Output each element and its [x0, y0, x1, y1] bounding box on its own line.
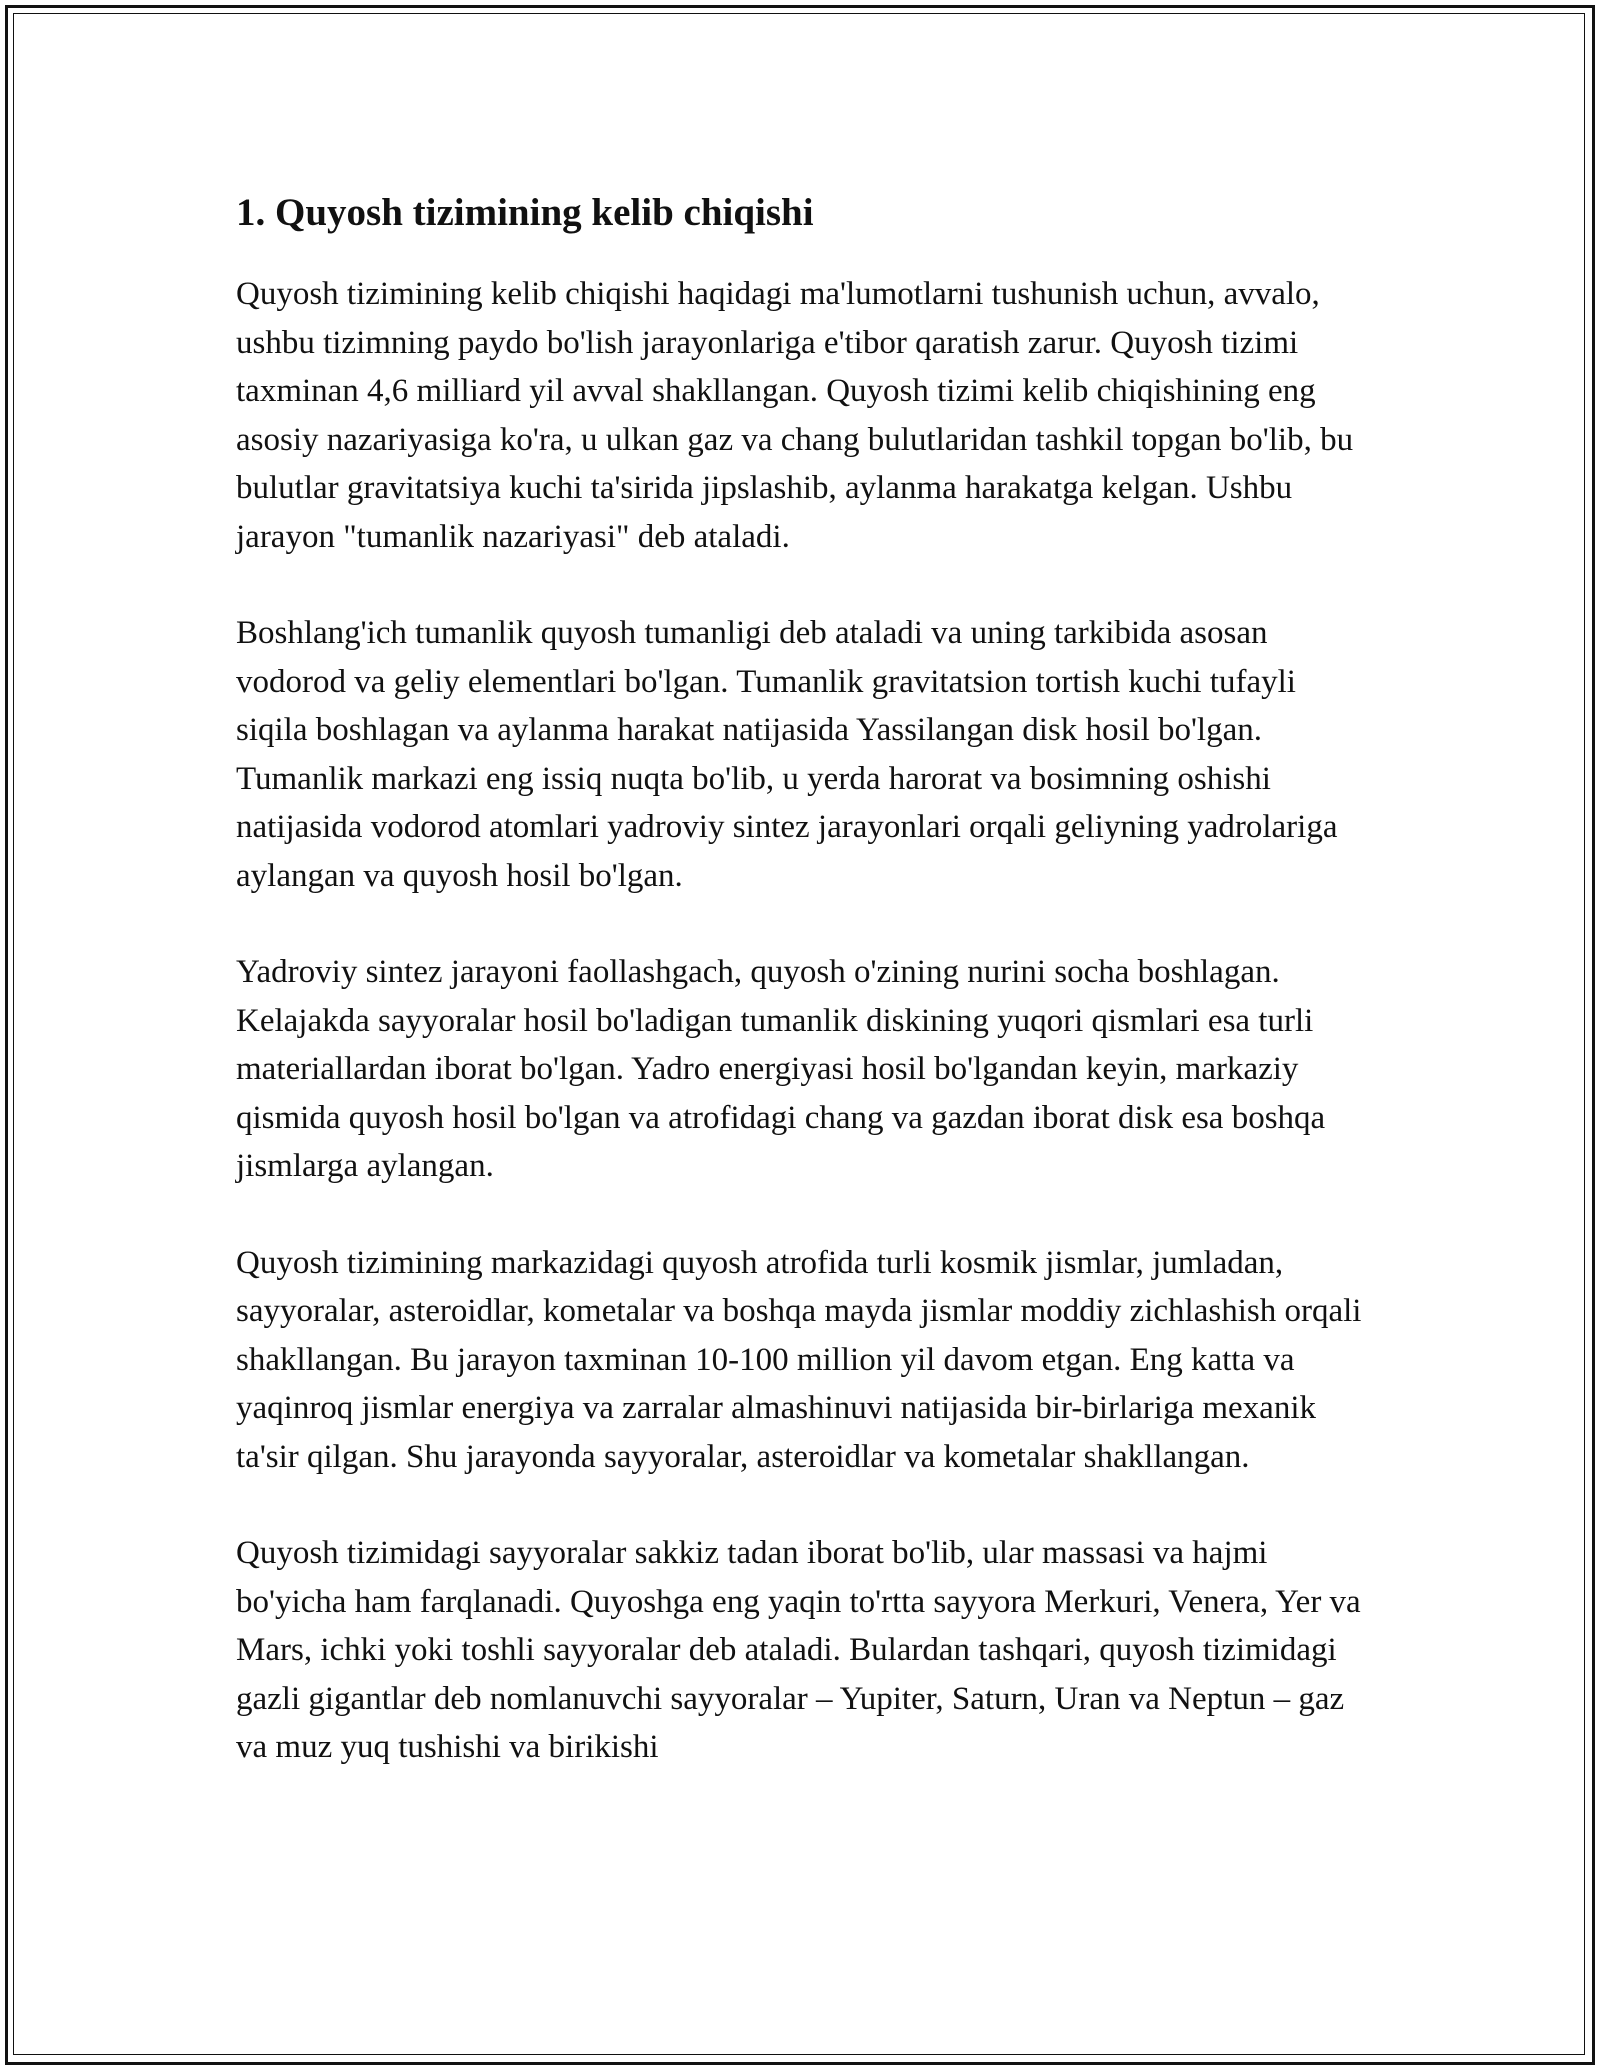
section-heading: 1. Quyosh tizimining kelib chiqishi: [236, 191, 814, 234]
paragraph-4: Quyosh tizimining markazidagi quyosh atrofida turli kosmik jismlar, jumladan, sayyoralar, asteroidlar, kometalar va boshqa mayda jismlar moddiy zichlashish orqali shakllangan. Bu jarayon taxminan 10-100 million yil davom etgan. Eng katta va yaqinroq jismlar energiya va zarralar almashinuvi natijasida bir-birlariga mexanik ta'sir qilgan. Shu jarayonda sayyoralar, asteroidlar va kometalar shakllangan.: [236, 1244, 1362, 1475]
document-body: [236, 188, 1366, 1820]
paragraph-2: Boshlang'ich tumanlik quyosh tumanligi deb ataladi va uning tarkibida asosan vodorod va geliy elementlari bo'lgan. Tumanlik gravitatsion tortish kuchi tufayli siqila boshlagan va aylanma harakat natijasida Yassilangan disk hosil bo'lgan. Tumanlik markazi eng issiq nuqta bo'lib, u yerda harorat va bosimning oshishi natijasida vodorod atomlari yadroviy sintez jarayonlari orqali geliyning yadrolariga aylangan va quyosh hosil bo'lgan.: [236, 615, 1338, 894]
paragraph-1: Quyosh tizimining kelib chiqishi haqidagi ma'lumotlarni tushunish uchun, avvalo, ushbu tizimning paydo bo'lish jarayonlariga e'tibor qaratish zarur. Quyosh tizimi taxminan 4,6 milliard yil avval shakllangan. Quyosh tizimi kelib chiqishining eng asosiy nazariyasiga ko'ra, u ulkan gaz va chang bulutlaridan tashkil topgan bo'lib, bu bulutlar gravitatsiya kuchi ta'sirida jipslashib, aylanma harakatga kelgan. Ushbu jarayon "tumanlik nazariyasi" deb ataladi.: [236, 276, 1354, 555]
paragraph-3: Yadroviy sintez jarayoni faollashgach, quyosh o'zining nurini socha boshlagan. Kelajakda sayyoralar hosil bo'ladigan tumanlik diskining yuqori qismlari esa turli materiallardan iborat bo'lgan. Yadro energiyasi hosil bo'lgandan keyin, markaziy qismida quyosh hosil bo'lgan va atrofidagi chang va gazdan iborat disk esa boshqa jismlarga aylangan.: [236, 954, 1326, 1184]
paragraph-5: Quyosh tizimidagi sayyoralar sakkiz tadan iborat bo'lib, ular massasi va hajmi bo'yicha ham farqlanadi. Quyoshga eng yaqin to'rtta sayyora Merkuri, Venera, Yer va Mars, ichki yoki toshli sayyoralar deb ataladi. Bulardan tashqari, quyosh tizimidagi gazli gigantlar deb nomlanuvchi sayyoralar – Yupiter, Saturn, Uran va Neptun – gaz va muz yuq tushishi va birikishi: [236, 1535, 1361, 1765]
